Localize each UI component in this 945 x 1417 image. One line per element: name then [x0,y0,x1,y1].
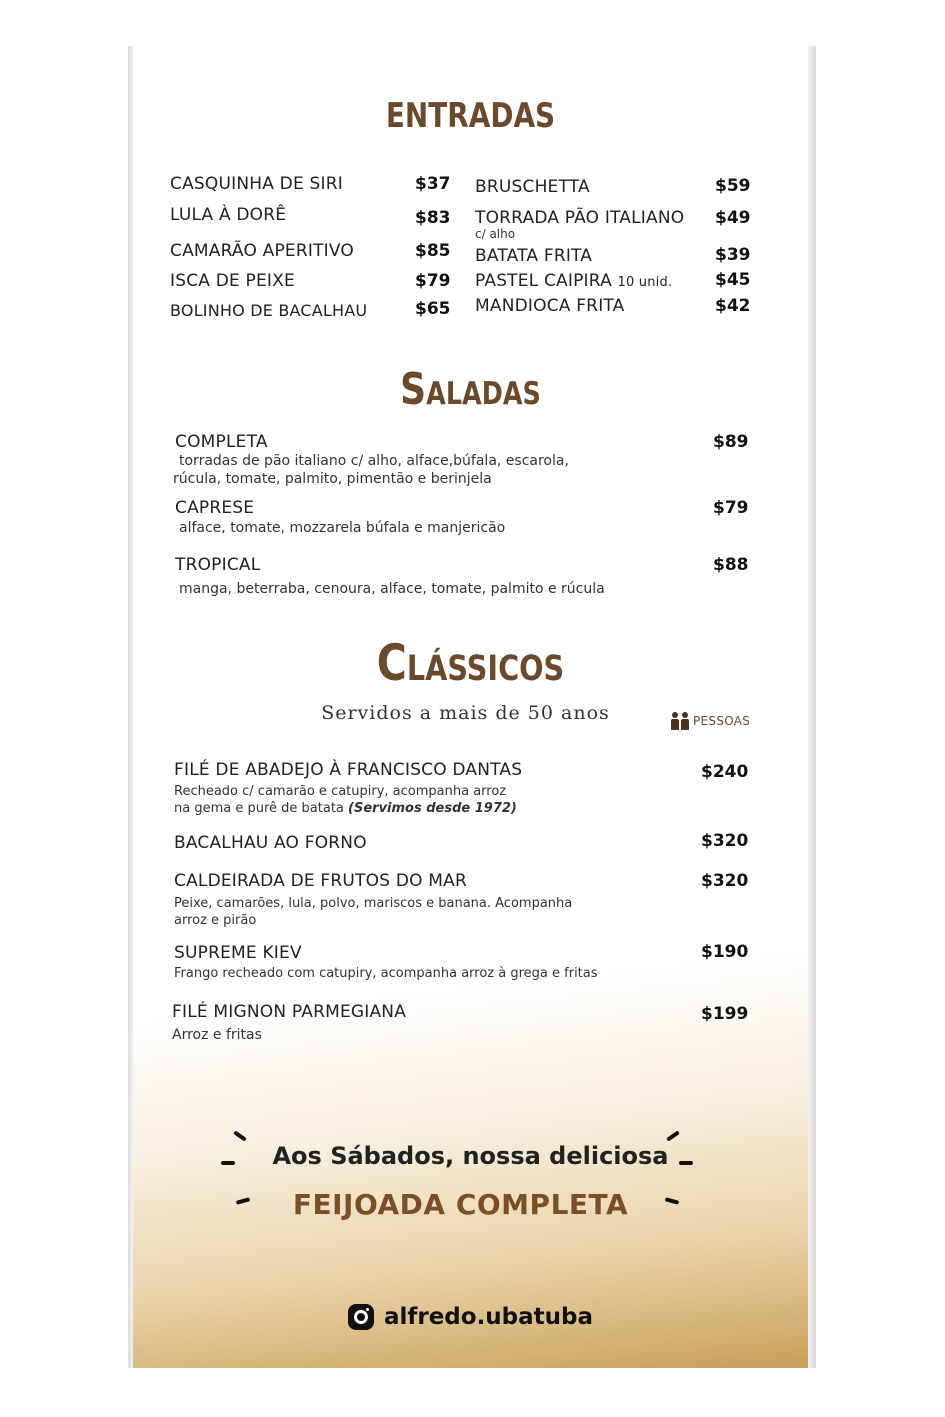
entrada-item-name: LULA À DORÊ [170,205,287,225]
decor-dash [666,1130,680,1141]
classico-item-name: SUPREME KIEV [174,943,302,963]
entrada-item-name: CASQUINHA DE SIRI [170,174,343,194]
promo-dish: FEIJOADA COMPLETA [292,1188,629,1221]
salada-item-price: $88 [713,555,749,575]
classico-item-desc-highlight: (Servimos desde 1972) [348,801,517,816]
entrada-item-name: CAMARÃO APERITIVO [170,241,354,261]
entrada-item-price: $83 [415,208,451,228]
promo-headline: Aos Sábados, nossa deliciosa [272,1142,669,1170]
classico-item-desc [174,800,517,817]
classicos-title: Clássicos [376,634,565,692]
salada-item-desc: rúcula, tomate, palmito, pimentão e berinjela [173,471,492,487]
classico-item-name: FILÉ MIGNON PARMEGIANA [172,1002,407,1022]
classico-item-price: $320 [701,871,749,891]
entrada-item-price: $37 [415,174,451,194]
salada-item-name: COMPLETA [175,432,268,452]
classico-item-desc: Peixe, camarões, lula, polvo, mariscos e banana. Acompanha [174,896,573,911]
salada-item-price: $79 [713,498,749,518]
entrada-item-price: $79 [415,271,451,291]
classico-item-price: $240 [701,762,749,782]
entrada-item-price: $45 [715,270,751,290]
entrada-item-price: $85 [415,241,451,261]
entrada-item-price: $49 [715,208,751,228]
salada-item-desc: alface, tomate, mozzarela búfala e manjericão [179,520,506,536]
classico-item-name: FILÉ DE ABADEJO À FRANCISCO DANTAS [174,760,523,780]
saladas-title: Saladas [400,364,541,415]
entrada-item-name: TORRADA PÃO ITALIANO [475,208,685,228]
classico-item-desc: Recheado c/ camarão e catupiry, acompanha arroz [174,784,507,799]
classico-item-name: CALDEIRADA DE FRUTOS DO MAR [174,871,468,891]
entrada-item-name: BATATA FRITA [475,246,593,266]
people-label: PESSOAS [693,714,751,728]
classico-item-desc: Frango recheado com catupiry, acompanha arroz à grega e fritas [174,966,598,981]
salada-item-desc: manga, beterraba, cenoura, alface, tomate, palmito e rúcula [179,581,605,597]
instagram-icon [348,1304,374,1330]
entrada-item-name: MANDIOCA FRITA [475,296,625,316]
classico-item-price: $199 [701,1004,749,1024]
classico-item-desc: arroz e pirão [174,913,257,928]
classico-item-price: $190 [701,942,749,962]
entrada-item-price: $65 [415,299,451,319]
people-indicator [671,712,750,730]
classicos-subtitle: Servidos a mais de 50 anos [321,702,610,724]
entrada-item-name: ISCA DE PEIXE [170,271,295,291]
entrada-item-qty: 10 unid. [617,275,673,290]
entrada-item-price: $39 [715,245,751,265]
entrada-item-price: $42 [715,296,751,316]
decor-dash [233,1130,247,1141]
salada-item-name: CAPRESE [175,498,255,518]
instagram-handle: alfredo.ubatuba [383,1304,594,1330]
entrada-item-name [475,271,672,291]
entradas-title: ENTRADAS [385,96,556,136]
salada-item-name: TROPICAL [175,555,261,575]
page-shadow-right [808,46,816,1368]
menu-page [133,46,808,1368]
people-icon [671,712,689,730]
entrada-item-name: BRUSCHETTA [475,177,590,197]
classico-item-desc: Arroz e fritas [172,1027,262,1043]
entrada-item-price: $59 [715,176,751,196]
classico-item-name: BACALHAU AO FORNO [174,833,367,853]
salada-item-price: $89 [713,432,749,452]
classico-item-price: $320 [701,831,749,851]
entrada-item-name: BOLINHO DE BACALHAU [170,301,368,320]
entrada-item-note: c/ alho [475,227,516,241]
instagram-link[interactable] [133,1304,808,1330]
salada-item-desc: torradas de pão italiano c/ alho, alface,búfala, escarola, [179,453,569,469]
classico-item-desc-text: na gema e purê de batata [174,801,344,816]
entrada-item-label: PASTEL CAIPIRA [475,271,612,291]
